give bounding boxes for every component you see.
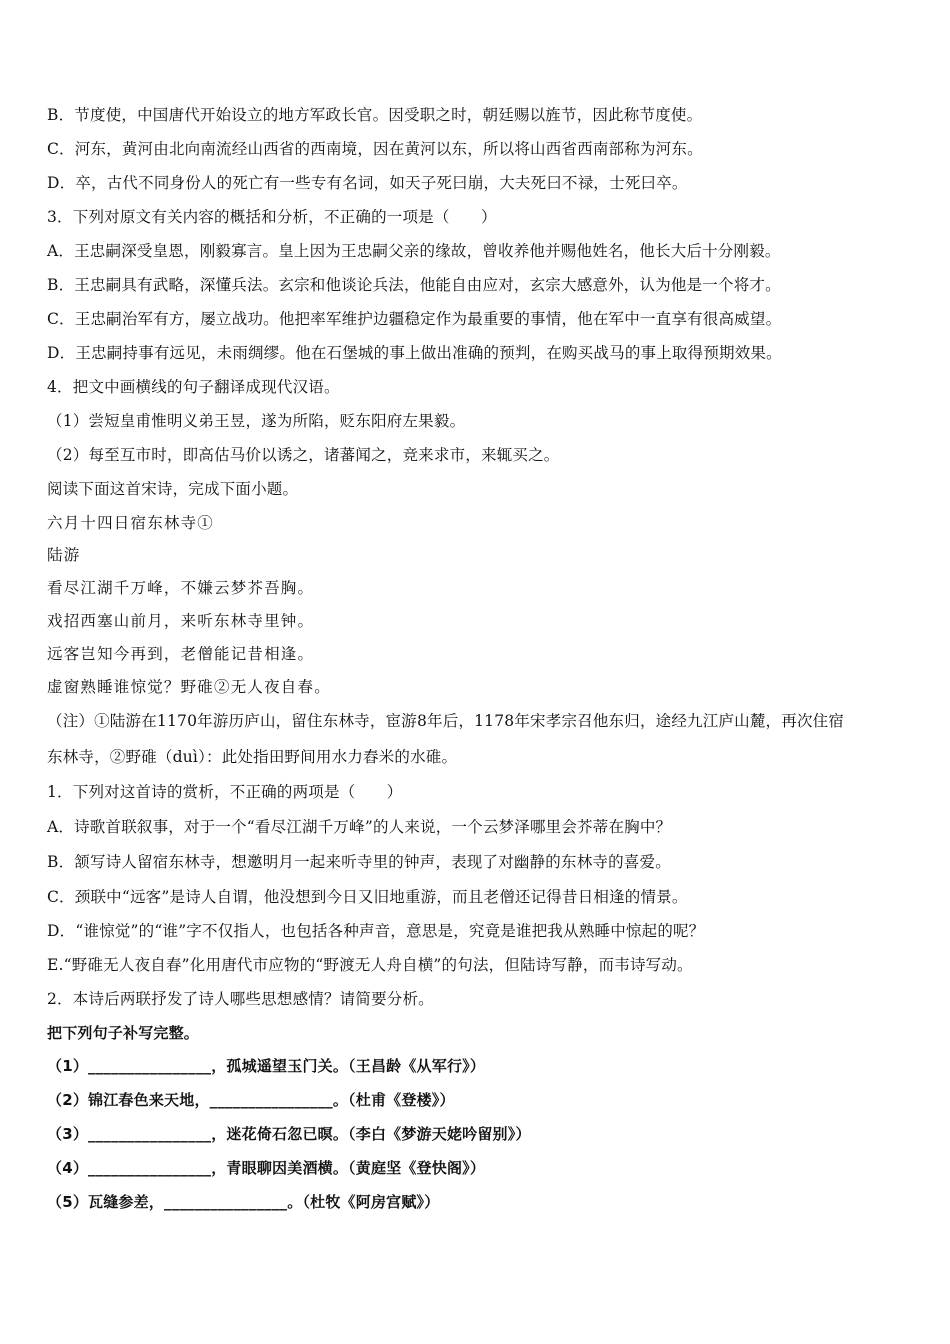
q3-option-d: D．王忠嗣持事有远见，未雨绸缪。他在石堡城的事上做出准确的预判，在购买战马的事上取得预期效果。 — [47, 344, 782, 362]
pq1-option-c: C．颈联中“远客”是诗人自谓，他没想到今日又旧地重游，而且老僧还记得昔日相逢的情景。 — [47, 888, 688, 906]
poem-author: 陆游 — [47, 546, 81, 564]
q3-option-b: B．王忠嗣具有武略，深懂兵法。玄宗和他谈论兵法，他能自由应对，玄宗大感意外，认为他是一个将才。 — [47, 276, 781, 294]
poem-line-2: 戏招西塞山前月，来听东林寺里钟。 — [47, 612, 315, 630]
fill-in-heading: 把下列句子补写完整。 — [47, 1024, 200, 1042]
question-3: 3．下列对原文有关内容的概括和分析，不正确的一项是（ ） — [47, 208, 497, 226]
poem-line-1: 看尽江湖千万峰，不嫌云梦芥吾胸。 — [47, 579, 315, 597]
poem-question-2: 2．本诗后两联抒发了诗人哪些思想感情？请简要分析。 — [47, 990, 434, 1008]
pq1-option-a: A．诗歌首联叙事，对于一个“看尽江湖千万峰”的人来说，一个云梦泽哪里会芥蒂在胸中？ — [47, 818, 672, 836]
poem-question-1: 1．下列对这首诗的赏析，不正确的两项是（ ） — [47, 783, 403, 801]
pq1-option-e: E.“野碓无人夜自春”化用唐代市应物的“野渡无人舟自横”的句法，但陆诗写静，而韦诗写动。 — [47, 956, 693, 974]
fill-in-3: （3）________________，迷花倚石忽已暝。（李白《梦游天姥吟留别》） — [47, 1125, 531, 1143]
q4-sentence-1: （1）尝短皇甫惟明义弟王昱，遂为所陷，贬东阳府左果毅。 — [47, 412, 466, 430]
question-4: 4．把文中画横线的句子翻译成现代汉语。 — [47, 378, 340, 396]
option-c-hedong: C．河东，黄河由北向南流经山西省的西南境，因在黄河以东，所以将山西省西南部称为河东。 — [47, 140, 703, 158]
q4-sentence-2: （2）每至互市时，即高估马价以诱之，诸蕃闻之，竞来求市，来辄买之。 — [47, 446, 560, 464]
poem-instruction: 阅读下面这首宋诗，完成下面小题。 — [47, 480, 299, 498]
fill-in-5: （5）瓦缝参差，________________。（杜牧《阿房宫赋》） — [47, 1193, 440, 1211]
q3-option-c: C．王忠嗣治军有方，屡立战功。他把率军维护边疆稳定作为最重要的事情，他在军中一直享有很高威望。 — [47, 310, 782, 328]
poem-line-3: 远客岂知今再到，老僧能记昔相逢。 — [47, 645, 315, 663]
poem-title: 六月十四日宿东林寺① — [47, 514, 215, 532]
pq1-option-b: B．颔写诗人留宿东林寺，想邀明月一起来听寺里的钟声，表现了对幽静的东林寺的喜爱。 — [47, 853, 671, 871]
fill-in-1: （1）________________，孤城遥望玉门关。（王昌龄《从军行》） — [47, 1057, 486, 1075]
poem-note-2: 东林寺，②野碓（duì）：此处指田野间用水力舂米的水碓。 — [47, 748, 458, 766]
q3-option-a: A．王忠嗣深受皇恩，刚毅寡言。皇上因为王忠嗣父亲的缘故，曾收养他并赐他姓名，他长大后十分刚毅。 — [47, 242, 781, 260]
poem-note-1: （注）①陆游在1170年游历庐山，留住东林寺，宦游8年后，1178年宋孝宗召他东归，途经九江庐山麓，再次住宿 — [47, 712, 845, 730]
option-d-zu: D．卒，古代不同身份人的死亡有一些专有名词，如天子死曰崩，大夫死曰不禄，士死曰卒。 — [47, 174, 688, 192]
fill-in-2: （2）锦江春色来天地，________________。（杜甫《登楼》） — [47, 1091, 455, 1109]
pq1-option-d: D．“谁惊觉”的“谁”字不仅指人，也包括各种声音，意思是，究竟是谁把我从熟睡中惊起的呢？ — [47, 922, 705, 940]
fill-in-4: （4）________________，青眼聊因美酒横。（黄庭坚《登快阁》） — [47, 1159, 486, 1177]
poem-line-4: 虚窗熟睡谁惊觉？野碓②无人夜自春。 — [47, 678, 331, 696]
option-b-jiedushi: B．节度使，中国唐代开始设立的地方军政长官。因受职之时，朝廷赐以旌节，因此称节度使。 — [47, 106, 703, 124]
